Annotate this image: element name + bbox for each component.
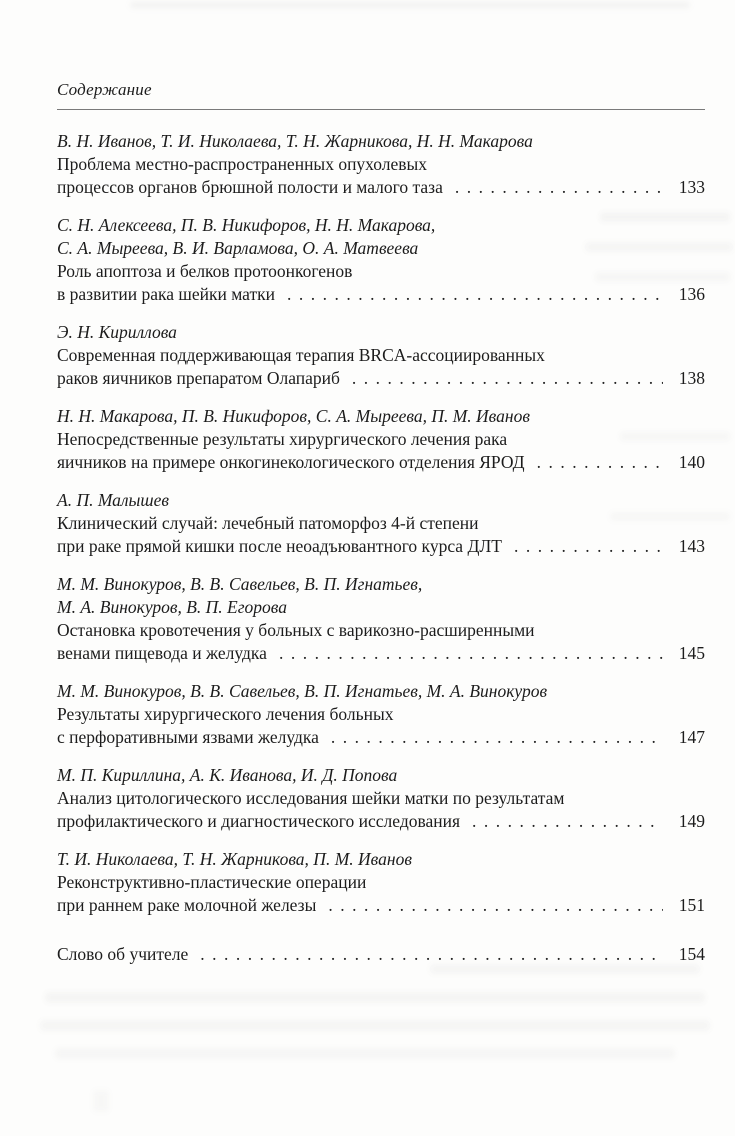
- toc-entry-leader-row: [57, 451, 705, 474]
- toc-entry-page-number: 143: [678, 536, 705, 556]
- toc-entry: [57, 321, 705, 390]
- toc-entry: [57, 848, 705, 917]
- leader-dots: [455, 176, 663, 199]
- toc-entry-title-line: Клинический случай: лечебный патоморфоз 4-й степени: [57, 513, 479, 533]
- toc-entry-title-line: профилактического и диагностического исследования: [57, 811, 461, 831]
- toc-entry-page-number: 149: [678, 811, 705, 831]
- toc-entry-leader-row: [57, 894, 705, 917]
- running-header: Содержание: [57, 80, 152, 99]
- toc-entry-page-number: 133: [678, 177, 705, 197]
- toc-entry: [57, 573, 705, 665]
- toc-entry-page-number: 151: [678, 895, 705, 915]
- header-rule: [57, 109, 705, 110]
- show-through-artifact: [40, 1020, 710, 1031]
- toc-entry-authors: Н. Н. Макарова, П. В. Никифоров, С. А. Мыреева, П. М. Иванов: [57, 406, 530, 426]
- show-through-artifact: [45, 992, 705, 1003]
- toc-entry-authors: М. М. Винокуров, В. В. Савельев, В. П. Игнатьев,: [57, 574, 423, 594]
- toc-entry: [57, 214, 705, 306]
- show-through-artifact: [130, 2, 690, 8]
- toc-entry-authors: М. П. Кириллина, А. К. Иванова, И. Д. Попова: [57, 765, 398, 785]
- leader-dots: [331, 726, 663, 749]
- toc-entry-title-line: Проблема местно-распространенных опухолевых: [57, 154, 428, 174]
- toc-entry-title-line: яичников на примере онкогинекологического отделения ЯРОД: [57, 452, 525, 472]
- leader-dots: [472, 810, 663, 833]
- toc-entry-title-line: раков яичников препаратом Олапариб: [57, 368, 340, 388]
- toc-entry: [57, 680, 705, 749]
- toc-entry-leader-row: [57, 810, 705, 833]
- toc-entry-leader-row: [57, 642, 705, 665]
- show-through-artifact: [55, 1048, 675, 1059]
- toc-entry-leader-row: [57, 943, 705, 966]
- toc-entry-title-line: процессов органов брюшной полости и малого таза: [57, 177, 443, 197]
- leader-dots: [279, 642, 663, 665]
- toc-entry-authors: С. А. Мыреева, В. И. Варламова, О. А. Матвеева: [57, 238, 419, 258]
- toc-entry: [57, 943, 705, 966]
- toc-entry: [57, 405, 705, 474]
- toc-entry-leader-row: [57, 176, 705, 199]
- toc-entry-title-line: Результаты хирургического лечения больных: [57, 704, 394, 724]
- toc-entry-page-number: 136: [678, 284, 705, 304]
- toc-entry-authors: А. П. Малышев: [57, 490, 169, 510]
- toc-entry-authors: С. Н. Алексеева, П. В. Никифоров, Н. Н. Макарова,: [57, 215, 436, 235]
- toc-entry-page-number: 147: [678, 727, 705, 747]
- toc-entry-authors: Т. И. Николаева, Т. Н. Жарникова, П. М. Иванов: [57, 849, 412, 869]
- toc-entry-title-line: Остановка кровотечения у больных с варикозно-расширенными: [57, 620, 535, 640]
- toc-entry-title-line: Непосредственные результаты хирургического лечения рака: [57, 429, 508, 449]
- toc-entry-page-number: 145: [678, 643, 705, 663]
- leader-dots: [537, 451, 663, 474]
- leader-dots: [514, 535, 663, 558]
- toc-entry-leader-row: [57, 535, 705, 558]
- toc-entry-title-line: с перфоративными язвами желудка: [57, 727, 319, 747]
- toc-entry: [57, 130, 705, 199]
- toc-entry-authors: М. А. Винокуров, В. П. Егорова: [57, 597, 288, 617]
- toc-entry-title-line: Современная поддерживающая терапия BRCA-ассоциированных: [57, 345, 545, 365]
- toc-entry-authors: Э. Н. Кириллова: [57, 322, 177, 342]
- toc-entry-page-number: 140: [678, 452, 705, 472]
- leader-dots: [200, 943, 663, 966]
- toc-entry-leader-row: [57, 367, 705, 390]
- leader-dots: [287, 283, 663, 306]
- toc-entry-title-line: венами пищевода и желудка: [57, 643, 267, 663]
- show-through-artifact: [93, 1090, 109, 1112]
- toc-entry-page-number: 154: [678, 944, 705, 964]
- toc-entry-title-line: при раке прямой кишки после неоадъювантного курса ДЛТ: [57, 536, 502, 556]
- leader-dots: [328, 894, 663, 917]
- toc-content: [57, 80, 705, 981]
- toc-entry-title-line: Роль апоптоза и белков протоонкогенов: [57, 261, 353, 281]
- toc-entry-authors: М. М. Винокуров, В. В. Савельев, В. П. Игнатьев, М. А. Винокуров: [57, 681, 548, 701]
- toc-entries: [57, 130, 705, 966]
- toc-entry-title-line: Анализ цитологического исследования шейки матки по результатам: [57, 788, 565, 808]
- toc-entry-authors: В. Н. Иванов, Т. И. Николаева, Т. Н. Жарникова, Н. Н. Макарова: [57, 131, 533, 151]
- toc-entry-title-line: при раннем раке молочной железы: [57, 895, 317, 915]
- toc-entry: [57, 489, 705, 558]
- toc-entry-title-line: в развитии рака шейки матки: [57, 284, 275, 304]
- toc-entry-page-number: 138: [678, 368, 705, 388]
- toc-entry-leader-row: [57, 726, 705, 749]
- toc-entry-title-line: Реконструктивно-пластические операции: [57, 872, 367, 892]
- leader-dots: [352, 367, 663, 390]
- toc-entry: [57, 764, 705, 833]
- toc-entry-leader-row: [57, 283, 705, 306]
- toc-entry-title-line: Слово об учителе: [57, 944, 189, 964]
